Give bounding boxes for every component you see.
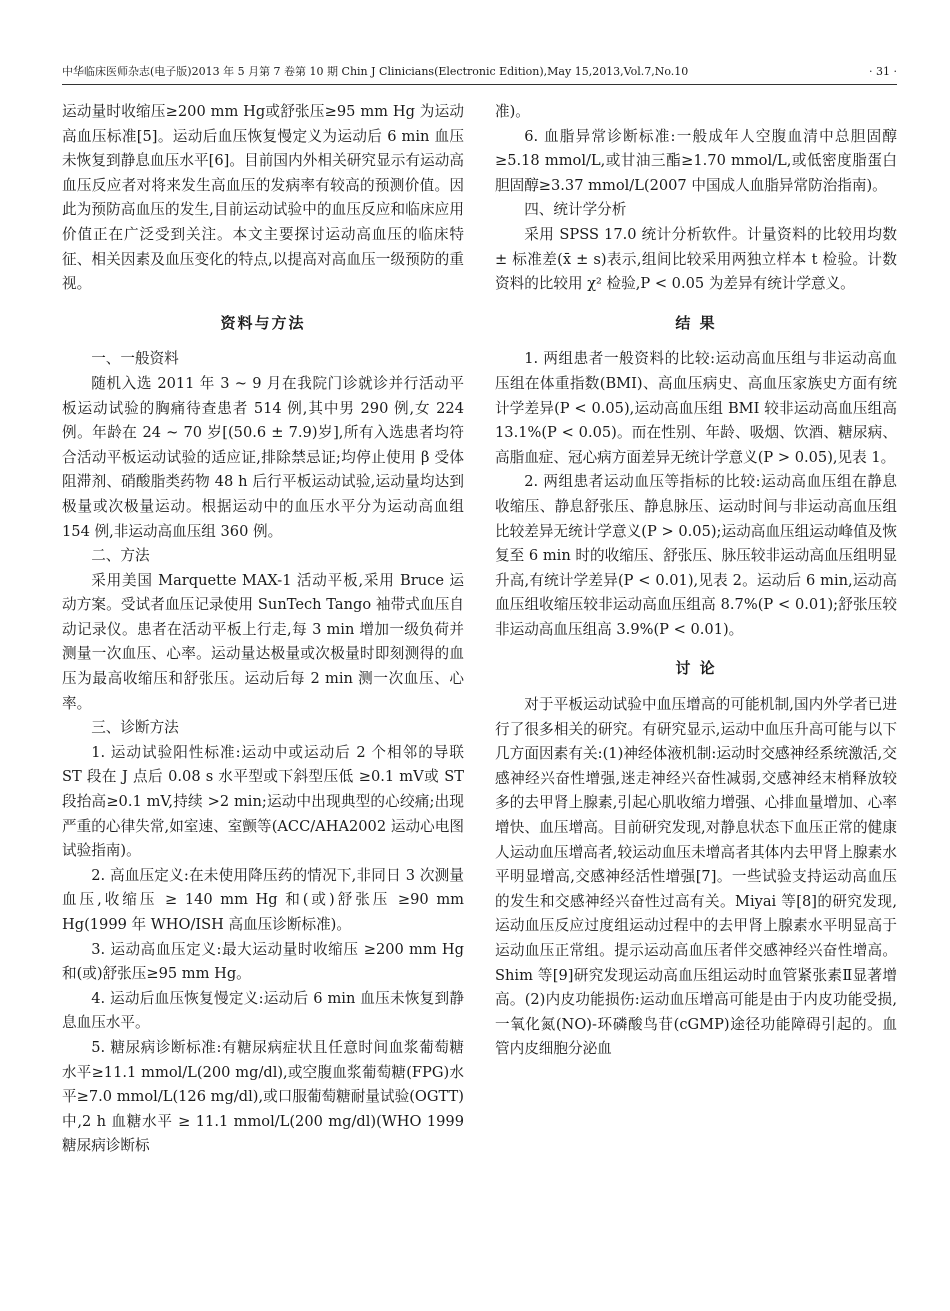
general-data-paragraph: 随机入选 2011 年 3 ~ 9 月在我院门诊就诊并行活动平板运动试验的胸痛待查患者 514 例,其中男 290 例,女 224 例。年龄在 24 ~ 70 岁[(50.6 ± 7.9)岁],所有入选患者均符合活动平板运动试验的适应证,排除禁忌证;均停止使用 β 受体阻滞剂、硝酸脂类药物 48 h 后行平板运动试验,运动量均达到极量或次极量运动。根据运动中的血压水平分为运动高血组 154 例,非运动高血压组 360 例。 <box>62 374 464 540</box>
method-paragraph: 采用美国 Marquette MAX-1 活动平板,采用 Bruce 运动方案。受试者血压记录使用 SunTech Tango 袖带式血压自动记录仪。患者在活动平板上行走,每 3 min 增加一级负荷并测量一次血压、心率。运动量达极量或次极量时即刻测得的血压为最高收缩压和舒张压。运动后每 2 min 测一次血压、心率。 <box>62 571 464 712</box>
subsection-statistics: 四、统计学分析 <box>524 201 627 219</box>
diagnosis-item-6: 6. 血脂异常诊断标准:一般成年人空腹血清中总胆固醇≥5.18 mmol/L,或甘油三酯≥1.70 mmol/L,或低密度脂蛋白胆固醇≥3.37 mmol/L(2007 中国成人血脂异常防治指南)。 <box>495 127 897 194</box>
diagnosis-item-5: 5. 糖尿病诊断标准:有糖尿病症状且任意时间血浆葡萄糖水平≥11.1 mmol/L(200 mg/dl),或空腹血浆葡萄糖(FPG)水平≥7.0 mmol/L(126 mg/dl),或口服葡萄糖耐量试验(OGTT)中,2 h 血糖水平 ≥ 11.1 mmol/L(200 mg/dl)(WHO 1999 糖尿病诊断标 <box>62 1038 464 1155</box>
diagnosis-item-2: 2. 高血压定义:在未使用降压药的情况下,非同日 3 次测量血压,收缩压 ≥ 140 mm Hg 和(或)舒张压 ≥90 mm Hg(1999 年 WHO/ISH 高血压诊断标准)。 <box>62 866 464 933</box>
running-header <box>62 62 897 85</box>
right-column <box>495 100 897 1062</box>
discussion-paragraph: 对于平板运动试验中血压增高的可能机制,国内外学者已进行了很多相关的研究。有研究显示,运动中血压升高可能与以下几方面因素有关:(1)神经体液机制:运动时交感神经系统激活,交感神经兴奋性增强,迷走神经兴奋性减弱,交感神经末梢释放较多的去甲肾上腺素,引起心肌收缩力增强、心排血量增加、心率增快、血压增高。目前研究发现,对静息状态下血压正常的健康人运动血压增高者,较运动血压未增高者其体内去甲肾上腺素水平明显增高,交感神经活性增强[7]。一些试验支持运动高血压的发生和交感神经兴奋性过高有关。Miyai 等[8]的研究发现,运动血压反应过度组运动过程中的去甲肾上腺素水平明显高于运动血压正常组。提示运动高血压者伴交感神经兴奋性增高。Shim 等[9]研究发现运动高血压组运动时血管紧张素Ⅱ显著增高。(2)内皮功能损伤:运动血压增高可能是由于内皮功能受损,一氧化氮(NO)-环磷酸鸟苷(cGMP)途径功能障碍引起的。血管内皮细胞分泌血 <box>495 696 897 1058</box>
continued-text: 准)。 <box>495 103 530 120</box>
results-item-1: 1. 两组患者一般资料的比较:运动高血压组与非运动高血压组在体重指数(BMI)、高血压病史、高血压家族史方面有统计学差异(P < 0.05),运动高血压组 BMI 较非运动高血压组高 13.1%(P < 0.05)。而在性别、年龄、吸烟、饮酒、糖尿病、高脂血症、冠心病方面差异无统计学意义(P > 0.05),见表 1。 <box>495 350 897 466</box>
section-heading-discussion: 讨 论 <box>675 659 717 678</box>
intro-paragraph: 运动量时收缩压≥200 mm Hg或舒张压≥95 mm Hg 为运动高血压标准[5]。运动后血压恢复慢定义为运动后 6 min 血压未恢复到静息血压水平[6]。目前国内外相关研究显示有运动高血压反应者对将来发生高血压的发病率有较高的预测价值。因此为预防高血压的发生,目前运动试验中的血压反应和临床应用价值正在广泛受到关注。本文主要探讨运动高血压的临床特征、相关因素及血压变化的特点,以提高对高血压一级预防的重视。 <box>62 103 464 293</box>
journal-citation: 中华临床医师杂志(电子版)2013 年 5 月第 7 卷第 10 期 Chin J Clinicians(Electronic Edition),May 15,2013,Vol.7,No.10 <box>62 65 689 78</box>
diagnosis-item-4: 4. 运动后血压恢复慢定义:运动后 6 min 血压未恢复到静息血压水平。 <box>62 989 464 1032</box>
diagnosis-item-3: 3. 运动高血压定义:最大运动量时收缩压 ≥200 mm Hg和(或)舒张压≥95 mm Hg。 <box>62 940 464 983</box>
page-number: · 31 · <box>869 65 897 78</box>
subsection-diagnosis: 三、诊断方法 <box>91 719 179 737</box>
left-column <box>62 100 464 1159</box>
statistics-paragraph: 采用 SPSS 17.0 统计分析软件。计量资料的比较用均数 ± 标准差(x̄ ± s)表示,组间比较采用两独立样本 t 检验。计数资料的比较用 χ² 检验,P < 0.05 为差异有统计学意义。 <box>495 225 897 293</box>
subsection-general: 一、一般资料 <box>91 350 179 368</box>
diagnosis-item-1: 1. 运动试验阳性标准:运动中或运动后 2 个相邻的导联 ST 段在 J 点后 0.08 s 水平型或下斜型压低 ≥0.1 mV或 ST 段抬高≥0.1 mV,持续 >2 min;运动中出现典型的心绞痛;出现严重的心律失常,如室速、室颤等(ACC/AHA2002 运动心电图试验指南)。 <box>62 743 464 860</box>
section-heading-methods: 资料与方法 <box>220 313 306 332</box>
section-heading-results: 结 果 <box>675 313 717 332</box>
subsection-method: 二、方法 <box>91 547 150 565</box>
results-item-2: 2. 两组患者运动血压等指标的比较:运动高血压组在静息收缩压、静息舒张压、静息脉压、运动时间与非运动高血压组比较差异无统计学意义(P > 0.05);运动高血压组运动峰值及恢复至 6 min 时的收缩压、舒张压、脉压较非运动高血压组明显升高,有统计学差异(P < 0.01),见表 2。运动后 6 min,运动高血压组收缩压较非运动高血压组高 8.7%(P < 0.01);舒张压较非运动高血压组高 3.9%(P < 0.01)。 <box>495 473 897 638</box>
